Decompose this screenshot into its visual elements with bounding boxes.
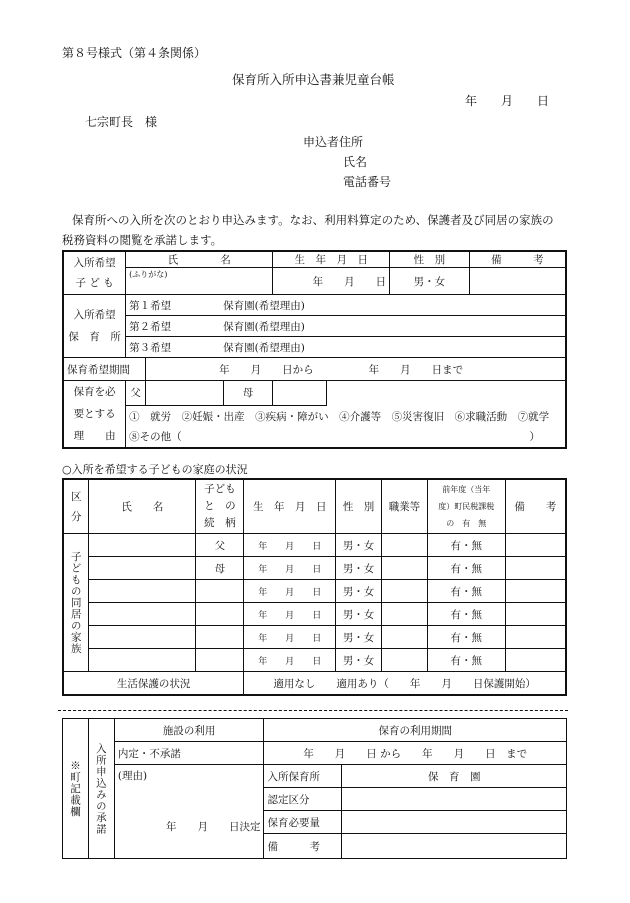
need-amount-label: 保育必要量 — [264, 811, 342, 834]
note-cell[interactable] — [505, 649, 566, 672]
header-note: 備 考 — [469, 251, 566, 268]
relation-cell[interactable] — [196, 603, 244, 626]
period-value-field[interactable]: 年 月 日 から 年 月 日 まで — [264, 742, 567, 765]
relation-cell[interactable]: 母 — [196, 557, 244, 580]
child-note-field[interactable] — [469, 268, 566, 295]
family-name-cell[interactable] — [89, 557, 196, 580]
job-cell[interactable] — [382, 603, 428, 626]
job-cell[interactable] — [382, 534, 428, 557]
child-birth-field[interactable]: 年 月 日 — [273, 268, 390, 295]
decided-date: 年 月 日決定 — [165, 821, 261, 833]
child-label: 入所希望 子 ど も — [63, 251, 126, 295]
birth-cell[interactable]: 年 月 日 — [244, 580, 336, 603]
family-name-cell[interactable] — [89, 580, 196, 603]
header-birth: 生 年 月 日 — [273, 251, 390, 268]
approval-label: 入所申込みの承諾 — [88, 719, 114, 859]
relation-cell[interactable]: 父 — [196, 534, 244, 557]
father-reason-field[interactable] — [146, 381, 224, 406]
intro-line-2: 税務資料の閲覧を承諾します。 — [62, 233, 223, 247]
father-label: 父 — [126, 381, 146, 406]
header-job: 職業等 — [382, 479, 428, 534]
family-side-label: 子どもの同居の家族 — [63, 534, 89, 672]
office-side-label: ※町記載欄 — [63, 719, 89, 859]
child-sex-field[interactable]: 男・女 — [390, 268, 470, 295]
tax-cell[interactable]: 有・無 — [427, 580, 505, 603]
cert-field[interactable] — [342, 788, 567, 811]
birth-cell[interactable]: 年 月 日 — [244, 649, 336, 672]
tax-cell[interactable]: 有・無 — [427, 534, 505, 557]
note-cell[interactable] — [505, 603, 566, 626]
family-name-cell[interactable] — [89, 603, 196, 626]
nursery-label: 入所希望 保 育 所 — [63, 295, 126, 358]
relation-cell[interactable] — [196, 626, 244, 649]
sex-cell[interactable]: 男・女 — [336, 603, 382, 626]
sex-cell[interactable]: 男・女 — [336, 580, 382, 603]
need-amount-field[interactable] — [342, 811, 567, 834]
welfare-label: 生活保護の状況 — [63, 672, 244, 696]
sex-cell[interactable]: 男・女 — [336, 557, 382, 580]
application-table — [62, 250, 567, 449]
nursery-value-field[interactable]: 保 育 園 — [342, 765, 567, 788]
form-title: 保育所入所申込書兼児童台帳 — [232, 72, 395, 87]
form-number: 第８号様式（第４条関係） — [62, 46, 207, 60]
family-caption: ○入所を希望する子どもの家庭の状況 — [62, 463, 248, 476]
family-name-cell[interactable] — [89, 649, 196, 672]
job-cell[interactable] — [382, 580, 428, 603]
other-reason-field[interactable]: ⑧その他（ ） — [126, 426, 566, 448]
choice-2[interactable]: 第２希望 保育園(希望理由) — [126, 316, 566, 337]
applicant-address-label: 申込者住所 — [303, 135, 364, 149]
note-cell[interactable] — [505, 626, 566, 649]
reason-options[interactable]: ① 就労 ②妊娠・出産 ③疾病・障がい ④介護等 ⑤災害復旧 ⑥求職活動 ⑦就学 — [126, 405, 566, 426]
header-relation: 子ども と の 続 柄 — [196, 479, 244, 534]
job-cell[interactable] — [382, 557, 428, 580]
tax-cell[interactable]: 有・無 — [427, 649, 505, 672]
office-note-label: 備 考 — [264, 834, 342, 859]
birth-cell[interactable]: 年 月 日 — [244, 603, 336, 626]
intro-line-1: 保育所への入所を次のとおり申込みます。なお、利用料算定のため、保護者及び同居の家族の — [72, 213, 554, 227]
sex-cell[interactable]: 男・女 — [336, 649, 382, 672]
header-family-name: 氏 名 — [89, 479, 196, 534]
note-cell[interactable] — [505, 557, 566, 580]
birth-cell[interactable]: 年 月 日 — [244, 626, 336, 649]
mother-reason-field[interactable] — [273, 381, 327, 406]
note-cell[interactable] — [505, 580, 566, 603]
applicant-phone-label: 電話番号 — [343, 175, 392, 189]
child-name-field[interactable] — [126, 268, 273, 295]
tax-cell[interactable]: 有・無 — [427, 557, 505, 580]
reason-decision-field[interactable]: (理由) 年 月 日決定 — [114, 765, 264, 859]
sex-cell[interactable]: 男・女 — [336, 534, 382, 557]
tax-cell[interactable]: 有・無 — [427, 626, 505, 649]
tax-cell[interactable]: 有・無 — [427, 603, 505, 626]
header-facility: 施設の利用 — [114, 719, 264, 742]
cert-label: 認定区分 — [264, 788, 342, 811]
relation-cell[interactable] — [196, 580, 244, 603]
sex-cell[interactable]: 男・女 — [336, 626, 382, 649]
welfare-field[interactable]: 適用なし 適用あり（ 年 月 日保護開始） — [244, 672, 566, 696]
header-name: 氏 名 — [126, 251, 273, 268]
header-tax: 前年度（当年 度）町民税課税 の 有 無 — [427, 479, 505, 534]
need-label: 保育を必 要とする 理 由 — [63, 381, 126, 449]
header-sex: 性 別 — [390, 251, 470, 268]
addressee: 七宗町長 様 — [85, 115, 158, 129]
birth-cell[interactable]: 年 月 日 — [244, 557, 336, 580]
cut-line — [58, 710, 568, 711]
furigana-label: (ふりがな) — [129, 270, 168, 279]
decision-field[interactable]: 内定・不承諾 — [114, 742, 264, 765]
header-period: 保育の利用期間 — [264, 719, 567, 742]
applicant-name-label: 氏名 — [343, 155, 368, 169]
office-use-table — [62, 718, 567, 859]
nursery-label: 入所保育所 — [264, 765, 342, 788]
header-family-sex: 性 別 — [336, 479, 382, 534]
relation-cell[interactable] — [196, 649, 244, 672]
mother-label: 母 — [223, 381, 273, 406]
family-name-cell[interactable] — [89, 534, 196, 557]
date-line: 年 月 日 — [465, 94, 550, 108]
office-note-field[interactable] — [342, 834, 567, 859]
note-cell[interactable] — [505, 534, 566, 557]
job-cell[interactable] — [382, 626, 428, 649]
choice-3[interactable]: 第３希望 保育園(希望理由) — [126, 337, 566, 358]
family-table — [62, 478, 567, 696]
family-name-cell[interactable] — [89, 626, 196, 649]
birth-cell[interactable]: 年 月 日 — [244, 534, 336, 557]
job-cell[interactable] — [382, 649, 428, 672]
period-field[interactable]: 年 月 日から 年 月 日まで — [146, 358, 566, 381]
period-label: 保育希望期間 — [63, 358, 146, 381]
choice-1[interactable]: 第１希望 保育園(希望理由) — [126, 295, 566, 316]
header-kubun: 区分 — [63, 479, 89, 534]
header-family-note: 備 考 — [505, 479, 566, 534]
header-family-birth: 生 年 月 日 — [244, 479, 336, 534]
